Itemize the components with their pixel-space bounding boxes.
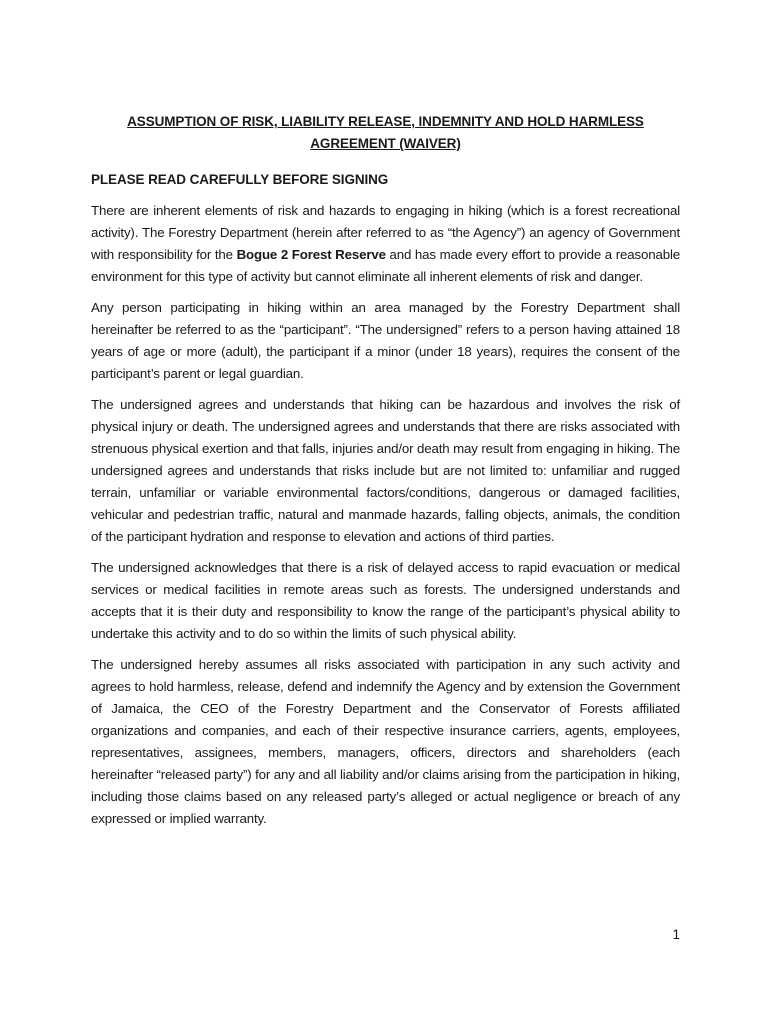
forest-reserve-name: Bogue 2 Forest Reserve xyxy=(236,247,386,262)
paragraph-1-text-after: and has made every effort to provide a reasonable environment for this type of activity but cannot eliminate all inherent elements of risk and danger. xyxy=(91,247,681,284)
paragraph-hazards: The undersigned agrees and understands that hiking can be hazardous and involves the risk of physical injury or death. The undersigned agrees and understands that there are risks associated with strenuous physical exertion and that falls, injuries and/or death may result from engaging in hiking. The undersigned agrees and understands that risks include but are not limited to: unfamiliar and rugged terrain, unfamiliar or variable environmental factors/conditions, dangerous or damaged facilities, vehicular and pedestrian traffic, natural and manmade hazards, falling objects, animals, the condition of the participant hydration and response to elevation and actions of third parties. xyxy=(91,397,680,544)
document-body xyxy=(91,111,680,839)
paragraph-participant-definition: Any person participating in hiking within an area managed by the Forestry Department shall hereinafter be referred to as the “participant”. “The undersigned” refers to a person having attained 18 years of age or more (adult), the participant if a minor (under 18 years), requires the consent of the participant’s parent or legal guardian. xyxy=(91,300,680,381)
paragraph-hold-harmless: The undersigned hereby assumes all risks associated with participation in any such activity and agrees to hold harmless, release, defend and indemnify the Agency and by extension the Government of Jamaica, the CEO of the Forestry Department and the Conservator of Forests affiliated organizations and companies, and each of their respective insurance carriers, agents, employees, representatives, assignees, members, managers, officers, directors and shareholders (each hereinafter “released party”) for any and all liability and/or claims arising from the participation in hiking, including those claims based on any released party’s alleged or actual negligence or breach of any expressed or implied warranty. xyxy=(91,657,680,826)
paragraph-inherent-risks xyxy=(91,200,680,288)
paragraph-1-text-before: There are inherent elements of risk and hazards to engaging in hiking (which is a forest recreational activity). The Forestry Department (herein after referred to as “the Agency”) an agency of Government with responsibility for the xyxy=(91,203,680,262)
read-carefully-heading: PLEASE READ CAREFULLY BEFORE SIGNING xyxy=(91,172,389,187)
document-title: ASSUMPTION OF RISK, LIABILITY RELEASE, INDEMNITY AND HOLD HARMLESS AGREEMENT (WAIVER) xyxy=(127,114,644,151)
paragraph-delayed-access: The undersigned acknowledges that there is a risk of delayed access to rapid evacuation or medical services or medical facilities in remote areas such as forests. The undersigned understands and accepts that it is their duty and responsibility to know the range of the participant’s physical ability to undertake this activity and to do so within the limits of such physical ability. xyxy=(91,560,680,641)
page-number: 1 xyxy=(672,927,680,942)
